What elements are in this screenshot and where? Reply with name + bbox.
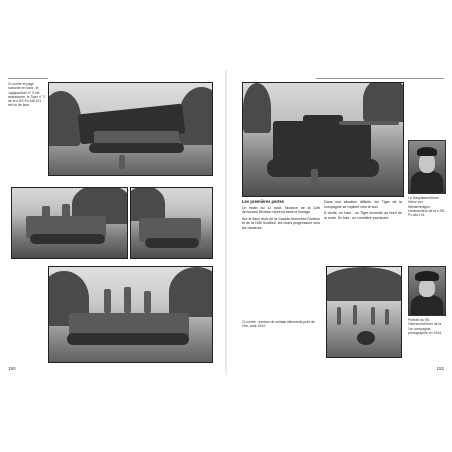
caption-cemetery: Ci-contre : tombes de soldats allemands près de Vire, août 1944. (242, 320, 315, 329)
magazine-spread (0, 70, 452, 375)
caption-portrait-bottom: Portrait du SS-Obersturmführer de la 1re compagnie, photographié en 1944. (408, 318, 442, 335)
body-paragraph: À droite, en haut : un Tiger incendié au bord de la route. En bas : un cimetière provisoire. (324, 211, 402, 220)
photo-tank-bottom (48, 266, 213, 363)
body-paragraph: Sur le flanc droit de la Guards Armoured Division et de la 15th Scottish, les chars progressent vers les hauteurs. (242, 216, 320, 230)
body-column-1 (242, 200, 320, 232)
photo-armoured-car (130, 187, 213, 259)
page-number-right: 152 (436, 366, 444, 371)
body-paragraph: Le matin du 11 août, l'avance de la 11th Armoured Division reprend dans le bocage. (242, 205, 320, 214)
section-heading: Les premières pertes (242, 199, 285, 204)
photo-halftrack (11, 187, 128, 259)
photo-cemetery (326, 266, 402, 358)
portrait-officer-bottom (408, 266, 446, 316)
body-paragraph: Dans une situation difficile, les Tiger de la compagnie se replient vers le sud. (324, 200, 402, 209)
body-column-2 (324, 200, 402, 222)
portrait-officer-top (408, 140, 446, 194)
page-number-left: 150 (8, 366, 16, 371)
top-rule (8, 78, 48, 79)
right-page (226, 70, 452, 375)
photo-tiger (242, 82, 404, 197)
caption-portrait-top: Le Hauptsturmführer Heinz von Westernhagen, commandeur de la s.SS-Pz.Abt.101. (408, 196, 446, 218)
left-page (0, 70, 226, 375)
photo-tank-top (48, 82, 213, 176)
caption-top-left: Ci-contre et page suivante en haut : le Jagdpanther n° 3 est abandonné, le Tiger n° 2 de la s.SS-Pz.Abt.101 est vu de face. (8, 82, 45, 108)
top-rule (316, 78, 444, 79)
